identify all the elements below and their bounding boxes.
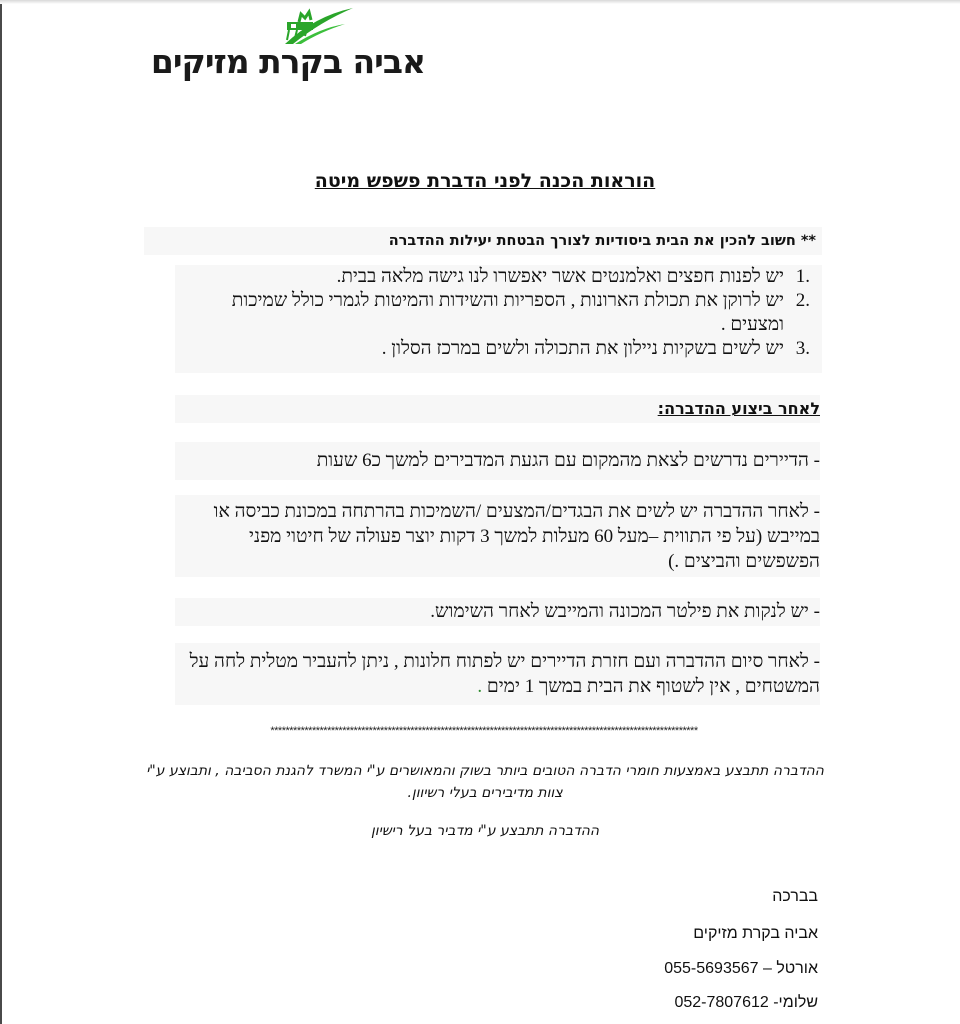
- contact-phone: 052-7807612: [674, 994, 769, 1011]
- important-note: [144, 227, 822, 255]
- contact-ortal: [664, 960, 818, 978]
- signature-greeting: בברכה: [772, 888, 818, 905]
- important-note-text: ** חשוב להכין את הבית ביסודיות לצורך הבטחת יעילות ההדברה: [388, 233, 816, 249]
- step-number: 1.: [795, 266, 810, 287]
- after-item-evacuate: - הדיירים נדרשים לצאת מהמקום עם הגעת המדבירים למשך כ6 שעות: [175, 442, 820, 480]
- window-left-border: [0, 0, 2, 1024]
- signature-company: אביה בקרת מזיקים: [693, 925, 818, 942]
- green-period: .: [477, 676, 487, 697]
- company-logo: [150, 6, 425, 86]
- footer-note-licensed: ההדברה תתבצע ע"י מדביר בעל רישיון: [370, 823, 600, 839]
- separator-line: *****************************************************************************************************************: [270, 725, 698, 737]
- document-title: הוראות הכנה לפני הדברת פשפש מיטה: [314, 170, 656, 192]
- footer-note-materials: ההדברה תתבצע באמצעות חומרי הדברה הטובים ביותר בשוק והמאושרים ע"י המשרד להגנת הסביבה , ותבוצע ע"י צוות מדיבירים בעלי רשיוון.: [146, 763, 824, 801]
- step-item: [175, 289, 822, 337]
- contact-phone: 055-5693567: [664, 960, 759, 977]
- after-item-ventilate-text: - לאחר סיום ההדברה ועם חזרת הדיירים יש לפתוח חלונות , ניתן להעביר מטלית לחה על המשטחים , אין לשטוף את הבית במשך 1 ימים: [189, 651, 820, 697]
- step-text: יש לרוקן את תכולת הארונות , הספריות והשידות והמיטות לגמרי כולל שמיכות ומצעים .: [231, 290, 784, 335]
- grasshopper-logo-icon: [275, 6, 355, 46]
- step-number: 3.: [795, 338, 810, 359]
- step-text: יש לשים בשקיות ניילון את התכולה ולשים במרכז הסלון .: [381, 338, 784, 359]
- step-item: [175, 337, 822, 361]
- step-text: יש לפנות חפצים ואלמנטים אשר יאפשרו לנו גישה מלאה בבית.: [336, 266, 784, 287]
- logo-text: אביה בקרת מזיקים: [150, 42, 425, 81]
- after-treatment-heading: לאחר ביצוע ההדברה:: [175, 395, 820, 423]
- after-item-filter: - יש לנקות את פילטר המכונה והמייבש לאחר השימוש.: [175, 598, 820, 626]
- contact-label: אורטל –: [758, 960, 818, 977]
- contact-label: שלומי-: [768, 994, 818, 1011]
- after-item-ventilate: [175, 643, 820, 705]
- step-item: [175, 265, 822, 289]
- contact-shlomi: [674, 994, 818, 1012]
- window-top-shadow: [0, 0, 960, 4]
- step-number: 2.: [795, 290, 810, 311]
- preparation-steps: [175, 265, 822, 373]
- after-item-laundry: - לאחר ההדברה יש לשים את הבגדים/המצעים /השמיכות בהרתחה במכונת כביסה או במייבש (על פי התווית –מעל 60 מעלות למשך 3 דקות יוצר פעולה של חיטוי מפני הפשפשים והביצים .): [175, 495, 820, 577]
